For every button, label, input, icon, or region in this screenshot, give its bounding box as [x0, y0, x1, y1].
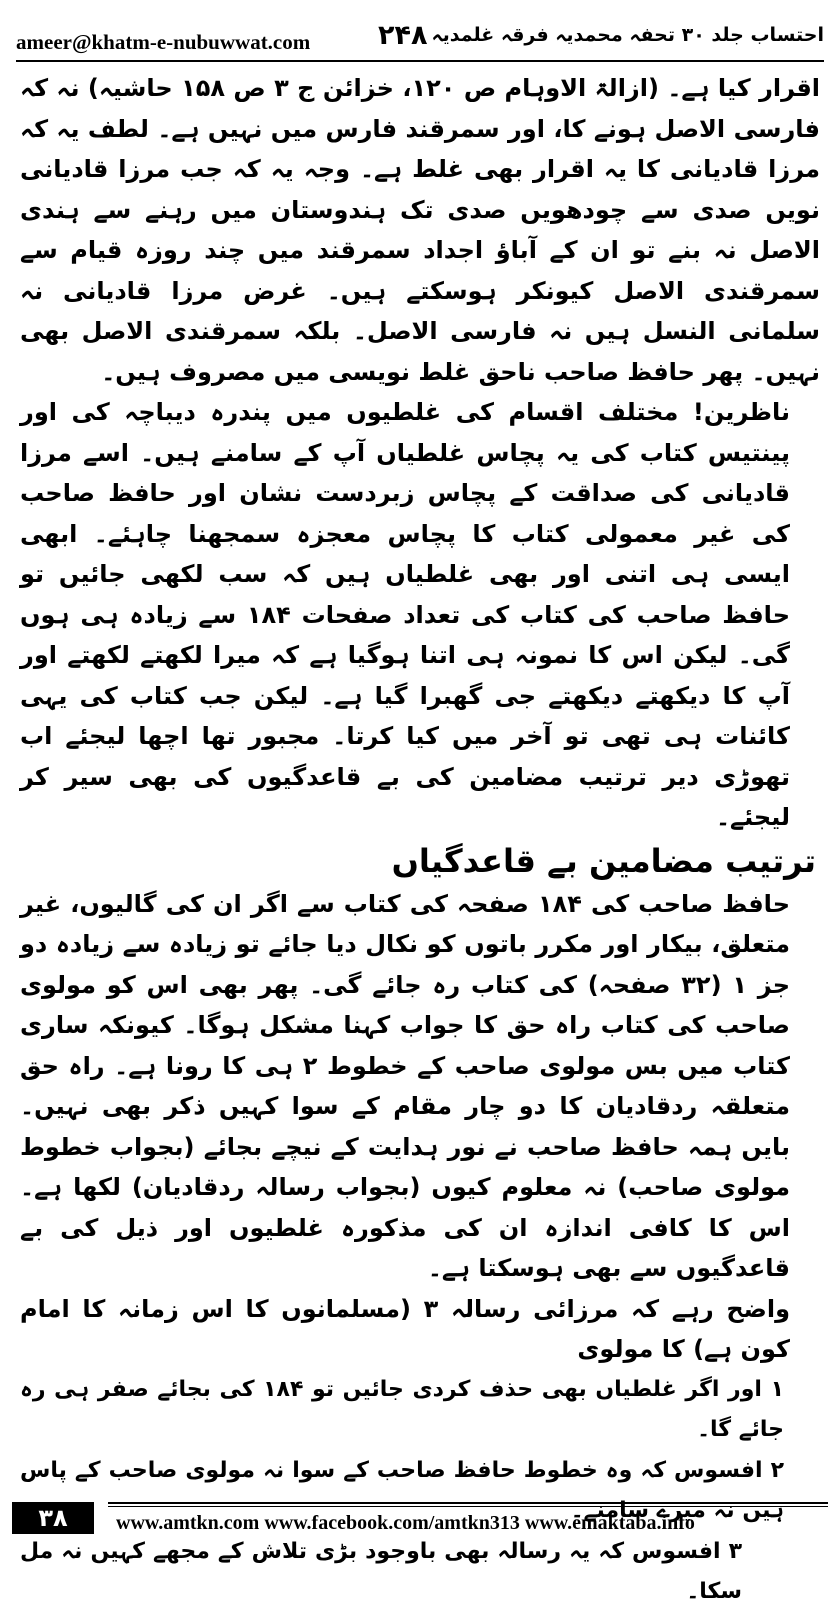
header-title: احتساب جلد ۳۰ تحفہ محمدیہ فرقہ غلمدیہ: [431, 24, 824, 46]
footer-links[interactable]: www.amtkn.com www.facebook.com/amtkn313 www.emaktaba.info: [116, 1512, 695, 1534]
page-body: [20, 68, 820, 1613]
paragraph-2: ناظرین! مختلف اقسام کی غلطیوں میں پندرہ دیباچہ کی اور پینتیس کتاب کی یہ پچاس غلطیاں آپ کے سامنے ہیں۔ اسے مرزا قادیانی کی صداقت کے پچاس زبردست نشان اور حافظ صاحب کی غیر معمولی کتاب کا پچاس معجزہ سمجھنا چاہئے۔ ابھی ایسی ہی اتنی اور بھی غلطیاں ہیں کہ سب لکھی جائیں تو حافظ صاحب کی کتاب کی تعداد صفحات ۱۸۴ سے زیادہ ہی ہوں گی۔ لیکن اس کا نمونہ ہی اتنا ہوگیا ہے کہ میرا لکھتے لکھتے اور آپ کا دیکھتے دیکھتے جی گھبرا گیا ہے۔ لیکن جب کتاب کی یہی کائنات ہی تھی تو آخر میں کیا کرتا۔ مجبور تھا اچھا لیجئے اب تھوڑی دیر ترتیب مضامین کی بے قاعدگیوں کی بھی سیر کر لیجئے۔: [20, 398, 790, 831]
page-header: [16, 14, 824, 58]
section-heading: ترتیب مضامین بے قاعدگیاں: [391, 841, 816, 880]
header-email[interactable]: ameer@khatm-e-nubuwwat.com: [16, 30, 311, 54]
footnote-1: ۱ اور اگر غلطیاں بھی حذف کردی جائیں تو ۱۸۴ کی بجائے صفر ہی رہ جائے گا۔: [20, 1376, 784, 1442]
paragraph-3: حافظ صاحب کی ۱۸۴ صفحہ کی کتاب سے اگر ان کی گالیوں، غیر متعلق، بیکار اور مکرر باتوں کو نکال دیا جائے تو زیادہ سے زیادہ دو جز ۱ (۳۲ صفحہ) کی کتاب رہ جائے گی۔ پھر بھی اس کو مولوی صاحب کی کتاب راہ حق کا جواب کہنا مشکل ہوگا۔ کیونکہ ساری کتاب میں بس مولوی صاحب کے خطوط ۲ ہی کا رونا ہے۔ راہ حق متعلقہ ردقادیان کا دو چار مقام کے سوا کہیں ذکر بھی نہیں۔ بایں ہمہ حافظ صاحب نے نور ہدایت کے نیچے بجائے (بجواب خطوط مولوی صاحب) نہ معلوم کیوں (بجواب رسالہ ردقادیان) لکھا ہے۔ اس کا کافی اندازہ ان کی مذکورہ غلطیوں اور ذیل کی بے قاعدگیوں سے بھی ہوسکتا ہے۔: [20, 889, 790, 1282]
paragraph-1: اقرار کیا ہے۔ (ازالۃ الاوہام ص ۱۲۰، خزائن ج ۳ ص ۱۵۸ حاشیہ) نہ کہ فارسی الاصل ہونے کا، اور سمرقند فارس میں نہیں ہے۔ لطف یہ کہ مرزا قادیانی کا یہ اقرار بھی غلط ہے۔ وجہ یہ کہ جب مرزا قادیانی نویں صدی سے چودھویں صدی تک ہندوستان میں رہنے سے ہندی الاصل نہ بنے تو ان کے آباؤ اجداد سمرقند میں چند روزہ قیام سے سمرقندی الاصل کیونکر ہوسکتے ہیں۔ غرض مرزا قادیانی نہ سلمانی النسل ہیں نہ فارسی الاصل۔ بلکہ سمرقندی الاصل بھی نہیں۔ پھر حافظ صاحب ناحق غلط نویسی میں مصروف ہیں۔: [20, 74, 821, 386]
header-divider: [16, 60, 824, 62]
paragraph-4: واضح رہے کہ مرزائی رسالہ ۳ (مسلمانوں کا اس زمانہ کا امام کون ہے) کا مولوی: [20, 1294, 790, 1363]
footer-divider-thin: [108, 1506, 828, 1507]
footer-page-number: ۳۸: [12, 1502, 94, 1534]
page-footer: [12, 1502, 828, 1534]
footnote-2: ۲ افسوس کہ وہ خطوط حافظ صاحب کے سوا نہ مولوی صاحب کے پاس ہیں نہ میرے سامنے۔: [20, 1457, 784, 1523]
footnote-3: ۳ افسوس کہ یہ رسالہ بھی باوجود بڑی تلاش کے مجھے کہیں نہ مل سکا۔: [20, 1538, 742, 1604]
header-page-number: ۲۴۸: [378, 20, 428, 51]
footer-divider: [108, 1502, 828, 1504]
